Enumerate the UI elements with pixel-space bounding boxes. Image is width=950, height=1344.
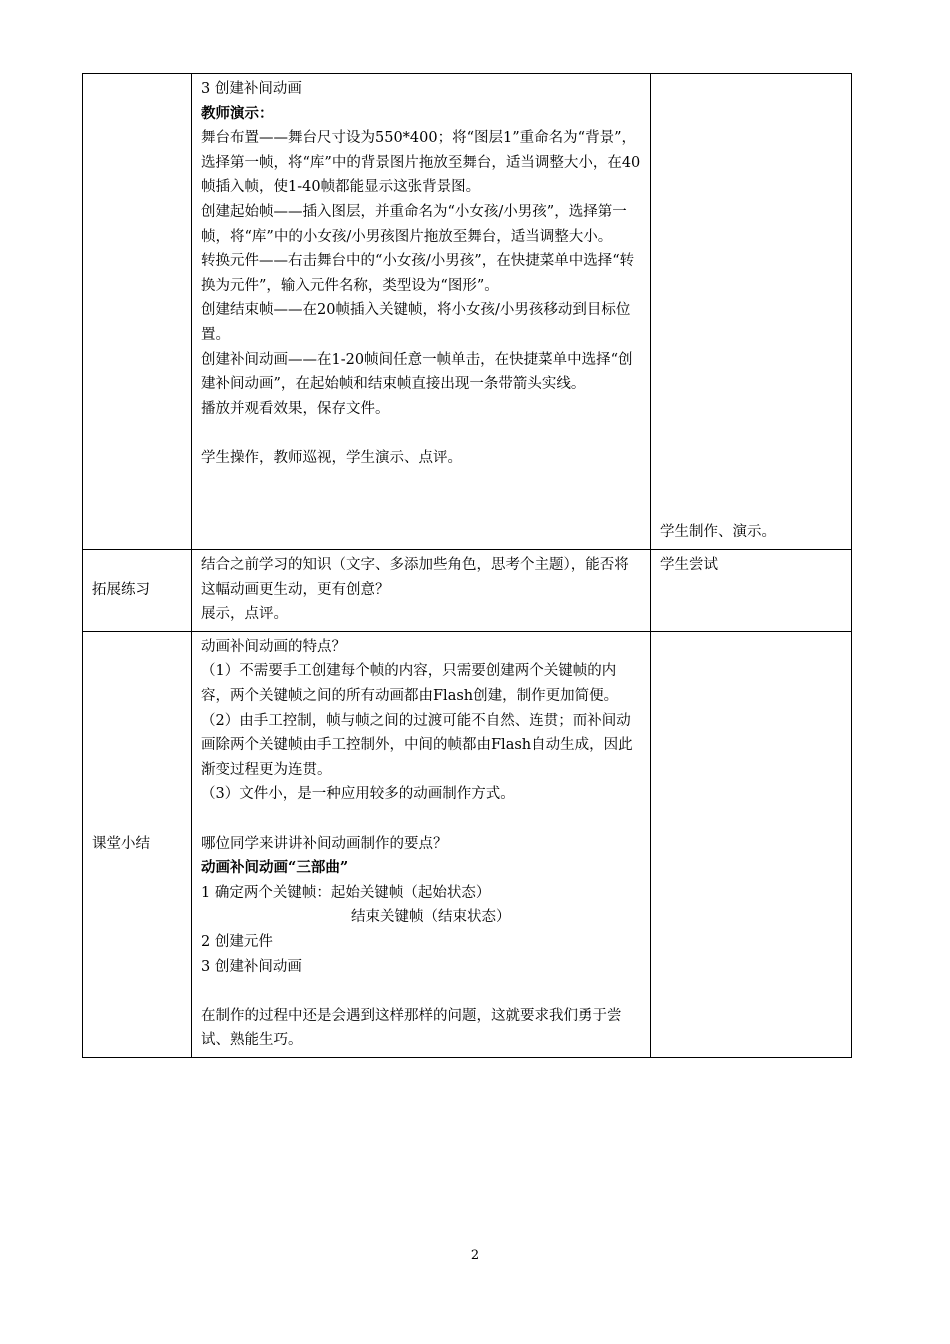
row-label — [83, 74, 192, 550]
row-content — [192, 74, 651, 550]
row-content — [192, 550, 651, 632]
content-line: 学生操作，教师巡视，学生演示、点评。 — [201, 449, 462, 466]
content-line: 结合之前学习的知识（文字、多添加些角色，思考个主题），能否将这幅动画更生动，更有创意？ — [201, 557, 629, 598]
content-line: 1 确定两个关键帧：起始关键帧（起始状态） — [201, 884, 491, 901]
content-line: 舞台布置——舞台尺寸设为550*400；将“图层1”重命名为“背景”，选择第一帧，将“库”中的背景图片拖放至舞台，适当调整大小，在40帧插入帧，使1-40帧都能显示这张背景图。 — [201, 130, 641, 196]
row-label: 课堂小结 — [83, 631, 192, 1057]
page-number: 2 — [470, 1248, 480, 1263]
row-content — [192, 631, 651, 1057]
student-activity: 学生制作、演示。 — [651, 74, 852, 550]
content-line: 哪位同学来讲讲补间动画制作的要点？ — [201, 835, 448, 852]
content-blank — [201, 979, 642, 1004]
content-blank — [201, 807, 642, 832]
student-activity: 学生尝试 — [651, 550, 852, 632]
table-row-extension — [83, 550, 852, 632]
table-row-summary — [83, 631, 852, 1057]
content-line: 创建起始帧——插入图层，并重命名为“小女孩/小男孩”，选择第一帧，将“库”中的小女孩/小男孩图片拖放至舞台，适当调整大小。 — [201, 203, 627, 245]
content-line: 创建结束帧——在20帧插入关键帧，将小女孩/小男孩移动到目标位置。 — [201, 302, 631, 343]
content-heading: 教师演示： — [201, 104, 274, 122]
content-line: 3 创建补间动画 — [201, 958, 302, 975]
content-blank — [201, 421, 642, 446]
content-line: （3）文件小，是一种应用较多的动画制作方式。 — [201, 786, 515, 803]
lesson-plan-table — [82, 73, 852, 1058]
content-line: （1）不需要手工创建每个帧的内容，只需要创建两个关键帧的内容，两个关键帧之间的所有动画都由Flash创建，制作更加简便。 — [201, 663, 619, 704]
content-line: 2 创建元件 — [201, 933, 273, 950]
content-line: 转换元件——右击舞台中的“小女孩/小男孩”，在快捷菜单中选择“转换为元件”，输入元件名称，类型设为“图形”。 — [201, 253, 635, 294]
content-heading: 动画补间动画“三部曲” — [201, 859, 349, 877]
content-line: 播放并观看效果，保存文件。 — [201, 400, 390, 417]
content-line: （2）由手工控制，帧与帧之间的过渡可能不自然、连贯；而补间动画除两个关键帧由手工控制外，中间的帧都由Flash自动生成，因此渐变过程更为连贯。 — [201, 712, 633, 778]
content-line: 在制作的过程中还是会遇到这样那样的问题，这就要求我们勇于尝试、熟能生巧。 — [201, 1007, 622, 1049]
content-line: 创建补间动画——在1-20帧间任意一帧单击，在快捷菜单中选择“创建补间动画”，在起始帧和结束帧直接出现一条带箭头实线。 — [201, 351, 633, 393]
content-line: 动画补间动画的特点？ — [201, 638, 346, 655]
content-line: 结束关键帧（结束状态） — [351, 909, 511, 926]
row-label: 拓展练习 — [83, 550, 192, 632]
content-line: 展示，点评。 — [201, 606, 288, 623]
content-line: 3 创建补间动画 — [201, 81, 302, 97]
student-activity — [651, 631, 852, 1057]
table-row-demo — [83, 74, 852, 550]
